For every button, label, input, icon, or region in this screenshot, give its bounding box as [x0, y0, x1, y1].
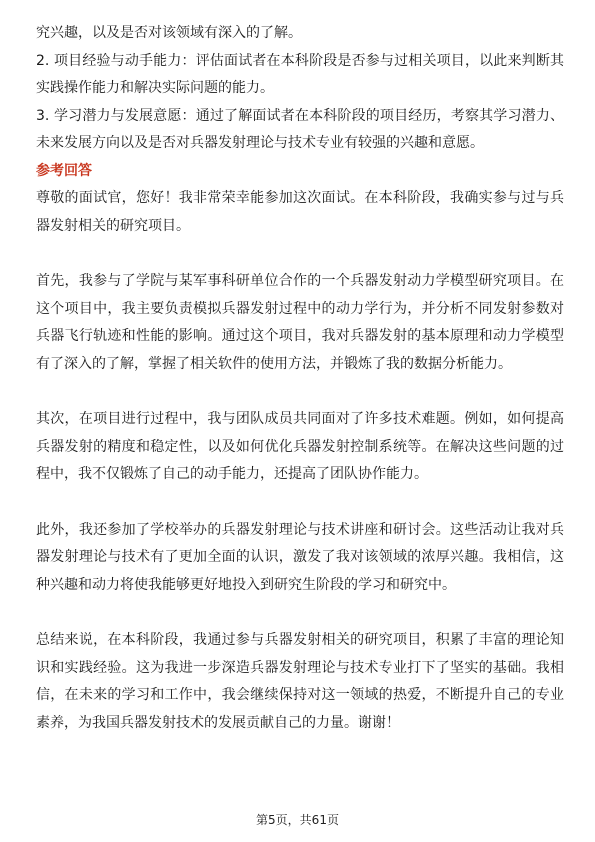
answer-paragraph-additionally: 此外，我还参加了学校举办的兵器发射理论与技术讲座和研讨会。这些活动让我对兵器发射理论与技术有了更加全面的认识，激发了我对该领域的浓厚兴趣。我相信，这种兴趣和动力将使我能够更好地投入到研究生阶段的学习和研究中。: [36, 521, 564, 593]
answer-paragraph-summary: 总结来说，在本科阶段，我通过参与兵器发射相关的研究项目，积累了丰富的理论知识和实践经验。这为我进一步深造兵器发射理论与技术专业打下了坚实的基础。我相信，在未来的学习和工作中，我会继续保持对这一领域的热爱，不断提升自己的专业素养，为我国兵器发射技术的发展贡献自己的力量。谢谢！: [36, 632, 564, 731]
paragraph-spacer: [36, 489, 564, 517]
criteria-item-2: 2. 项目经验与动手能力：评估面试者在本科阶段是否参与过相关项目，以此来判断其实践操作能力和解决实际问题的能力。: [36, 52, 564, 96]
page-footer: [0, 812, 595, 828]
answer-paragraph-second: 其次，在项目进行过程中，我与团队成员共同面对了许多技术难题。例如，如何提高兵器发射的精度和稳定性，以及如何优化兵器发射控制系统等。在解决这些问题的过程中，我不仅锻炼了自己的动手能力，还提高了团队协作能力。: [36, 411, 564, 482]
paragraph-spacer: [36, 599, 564, 627]
paragraph-spacer: [36, 240, 564, 268]
criteria-item-3: 3. 学习潜力与发展意愿：通过了解面试者在本科阶段的项目经历，考察其学习潜力、未来发展方向以及是否对兵器发射理论与技术专业有较强的兴趣和意愿。: [36, 107, 564, 151]
criteria-item-1-continued: 究兴趣，以及是否对该领域有深入的了解。: [36, 25, 302, 41]
answer-paragraph-intro: 尊敬的面试官，您好！我非常荣幸能参加这次面试。在本科阶段，我确实参与过与兵器发射相关的研究项目。: [36, 190, 564, 234]
evaluation-criteria: [36, 20, 564, 158]
page-number: 第5页，共61页: [256, 813, 339, 827]
answer-paragraph-first: 首先，我参与了学院与某军事科研单位合作的一个兵器发射动力学模型研究项目。在这个项目中，我主要负责模拟兵器发射过程中的动力学行为，并分析不同发射参数对兵器飞行轨迹和性能的影响。通过这个项目，我对兵器发射的基本原理和动力学模型有了深入的了解，掌握了相关软件的使用方法，并锻炼了我的数据分析能力。: [36, 273, 564, 372]
answer-heading: 参考回答: [36, 162, 92, 179]
document-body: [36, 20, 564, 737]
paragraph-spacer: [36, 378, 564, 406]
